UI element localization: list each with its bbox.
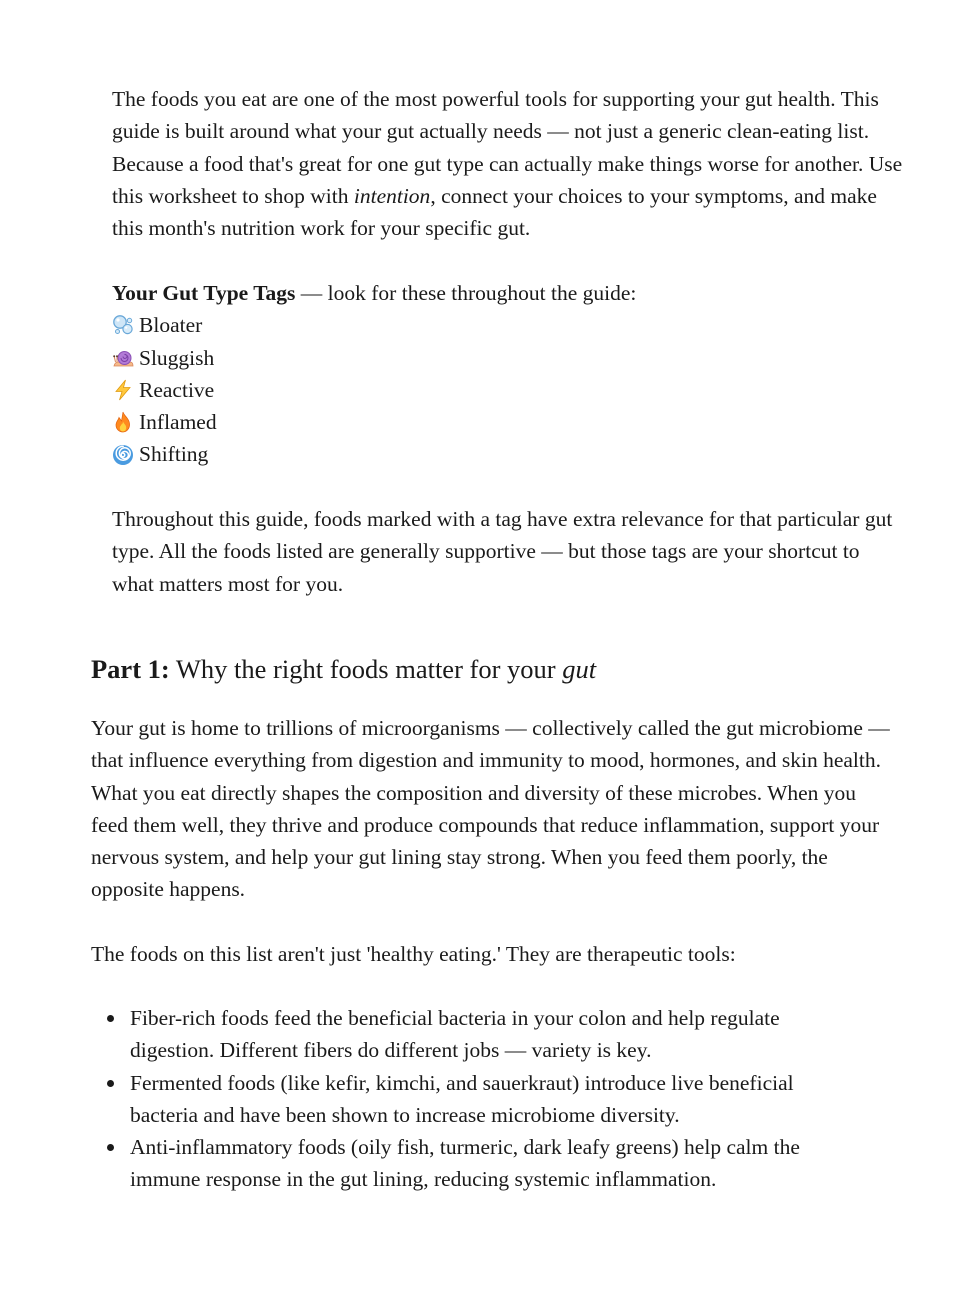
gut-type-tag-label: Sluggish [139,345,215,370]
gut-type-tag-sluggish [112,342,892,374]
intro-text-start: The foods you eat are one of the most powerful tools for supporting your gut health. This guide is built around what your gut actually needs — not just a generic clean-eating list. Because a food that's great for one gut type can actually make things worse for another. Use this worksheet to shop with [112,87,903,208]
list-item: Fermented foods (like kefir, kimchi, and sauerkraut) introduce live beneficial bacteria and have been shown to increase microbiome diversity. [91,1067,851,1132]
gut-type-tag-label: Inflamed [139,410,217,435]
part1-body: Your gut is home to trillions of microorganisms — collectively called the gut microbiome — that influence everything from digestion and immunity to mood, hormones, and skin health. What you eat directly shapes the composition and diversity of these microbes. When you feed them well, they thrive and produce compounds that reduce inflammation, support your nervous system, and help your gut lining stay strong. When you feed them poorly, the opposite happens. [91,716,890,902]
intro-paragraph [112,83,912,244]
part1-bullet-list [91,1002,851,1196]
lightning-icon [112,379,134,401]
part1-prefix: Part 1: [91,654,170,684]
gut-type-tags-list [112,309,892,470]
gut-type-tag-label: Shifting [139,442,209,467]
cyclone-icon [112,444,134,466]
gut-type-tag-shifting [112,438,892,470]
gut-type-tags-heading-rest: — look for these throughout the guide: [295,281,637,305]
bubbles-icon [112,314,134,336]
intro-text-end: , connect your choices to your symptoms, and make this month's nutrition work for your specific gut. [112,183,877,241]
intro-section [112,83,912,244]
part1-heading [91,650,596,688]
intro-emphasis: intention [353,183,431,208]
gut-type-tag-label: Reactive [139,377,215,402]
list-item: Fiber-rich foods feed the beneficial bacteria in your colon and help regulate digestion. Different fibers do different jobs — variety is key. [91,1002,851,1067]
gut-type-tags-heading [112,277,892,309]
gut-type-tag-inflamed [112,406,892,438]
gut-type-tag-label: Bloater [139,313,203,338]
list-item: Anti-inflammatory foods (oily fish, turmeric, dark leafy greens) help calm the immune response in the gut lining, reducing systemic inflammation. [91,1131,851,1196]
part1-title: Why the right foods matter for your [169,654,563,684]
gut-type-tags-section [112,277,892,471]
part1-title-emphasis: gut [562,654,597,684]
part1-list-intro: The foods on this list aren't just 'healthy eating.' They are therapeutic tools: [91,942,736,966]
snail-icon [112,347,134,369]
fire-icon [112,411,134,433]
gut-type-tags-heading-bold: Your Gut Type Tags [112,281,296,305]
gut-type-tag-bloater [112,309,892,341]
gut-type-tags-note: Throughout this guide, foods marked with a tag have extra relevance for that particular gut type. All the foods listed are generally supportive — but those tags are your shortcut to what matters most for you. [112,507,893,596]
gut-type-tag-reactive [112,374,892,406]
